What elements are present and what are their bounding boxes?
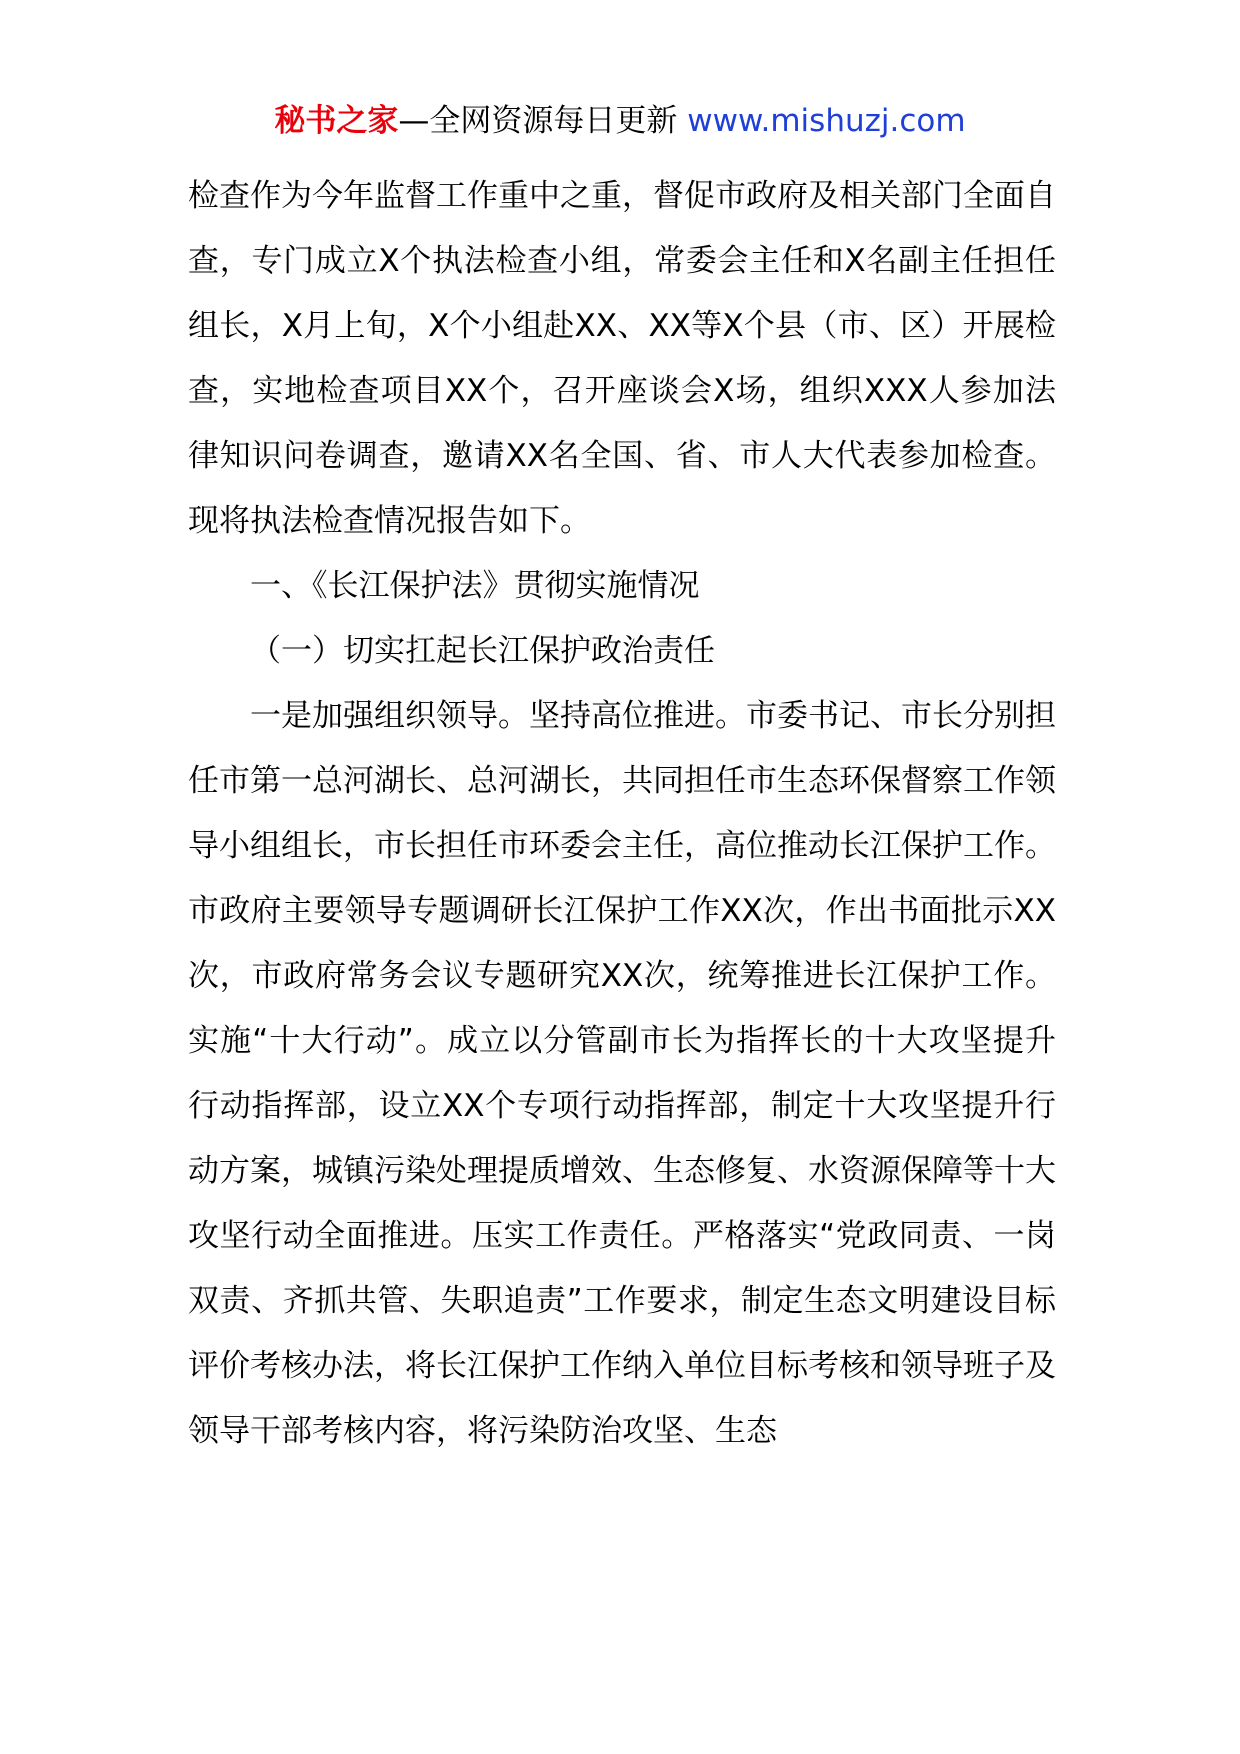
page-header — [0, 98, 1240, 144]
section-heading-1: 一、《长江保护法》贯彻实施情况 — [250, 568, 700, 604]
subsection-heading-1: （一）切实扛起长江保护政治责任 — [250, 633, 715, 669]
site-url-link[interactable]: www.mishuzj.com — [687, 103, 966, 139]
paragraph-intro: 检查作为今年监督工作重中之重，督促市政府及相关部门全面自查，专门成立X个执法检查小组，常委会主任和X名副主任担任组长，X月上旬，X个小组赴XX、XX等X个县（市、区）开展检查，实地检查项目XX个，召开座谈会X场，组织XXX人参加法律知识问卷调查，邀请XX名全国、省、市人大代表参加检查。现将执法检查情况报告如下。 — [188, 178, 1056, 539]
brand-name: 秘书之家 — [274, 103, 399, 139]
paragraph-organization-leadership: 一是加强组织领导。坚持高位推进。市委书记、市长分别担任市第一总河湖长、总河湖长，共同担任市生态环保督察工作领导小组组长，市长担任市环委会主任，高位推动长江保护工作。市政府主要领导专题调研长江保护工作XX次，作出书面批示XX次，市政府常务会议专题研究XX次，统筹推进长江保护工作。实施“十大行动”。成立以分管副市长为指挥长的十大攻坚提升行动指挥部，设立XX个专项行动指挥部，制定十大攻坚提升行动方案，城镇污染处理提质增效、生态修复、水资源保障等十大攻坚行动全面推进。压实工作责任。严格落实“党政同责、一岗双责、齐抓共管、失职追责”工作要求，制定生态文明建设目标评价考核办法，将长江保护工作纳入单位目标考核和领导班子及领导干部考核内容，将污染防治攻坚、生态 — [188, 698, 1056, 1449]
header-tagline: —全网资源每日更新 — [398, 103, 688, 139]
document-body — [188, 164, 1056, 1464]
